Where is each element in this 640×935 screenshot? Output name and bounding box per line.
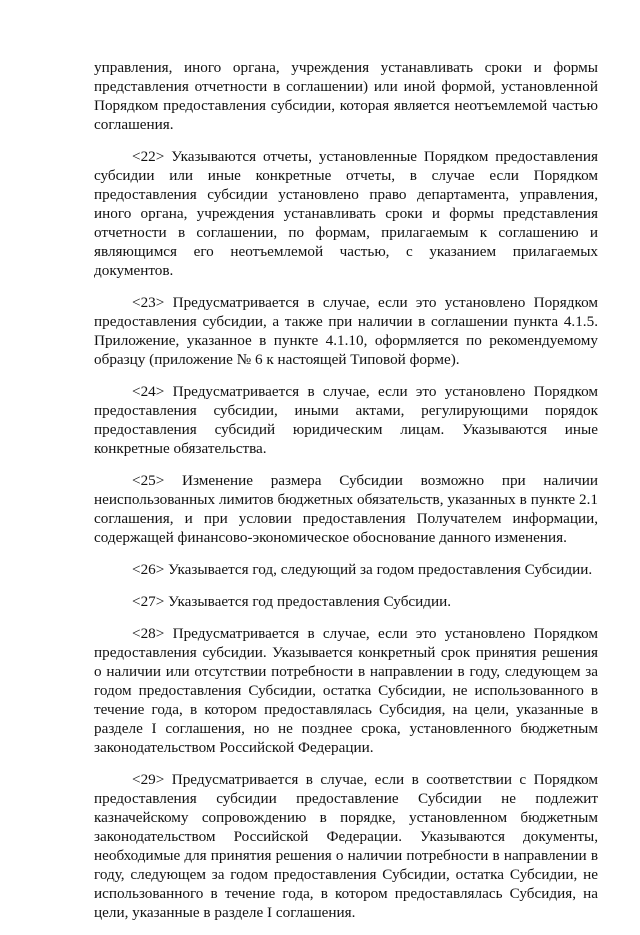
footnote-28: <28> Предусматривается в случае, если это установлено Порядком предоставления субсидии. Указывается конкретный срок принятия решения о наличии или отсутствии потребности в направлении в году, следующем за годом предоставления Субсидии, остатка Субсидии, не использованного в течение года, в котором предоставлялась Субсидия, на цели, указанные в разделе I соглашения, но не позднее срока, установленного бюджетным законодательством Российской Федерации. (94, 625, 598, 756)
continuation-paragraph: управления, иного органа, учреждения устанавливать сроки и формы представления отчетности в соглашении) или иной формой, установленной Порядком предоставления субсидии, которая является неотъемлемой частью соглашения. (94, 59, 598, 133)
footnote-26: <26> Указывается год, следующий за годом предоставления Субсидии. (132, 561, 593, 578)
footnote-29: <29> Предусматривается в случае, если в соответствии с Порядком предоставления субсидии предоставление Субсидии не подлежит казначейскому сопровождению в порядке, установленном бюджетным законодательством Российской Федерации. Указываются документы, необходимые для принятия решения о наличии потребности в направлении в году, следующем за годом предоставления Субсидии, остатка Субсидии, не использованного в течение года, в котором предоставлялась Субсидия, на цели, указанные в разделе I соглашения. (94, 771, 598, 921)
document-page (94, 58, 598, 935)
footnote-22: <22> Указываются отчеты, установленные Порядком предоставления субсидии или иные конкретные отчеты, в случае если Порядком предоставления субсидии установлено право департамента, управления, иного органа, учреждения устанавливать сроки и формы представления отчетности в соглашении, по формам, прилагаемым к соглашению и являющимся его неотъемлемой частью, с указанием прилагаемых документов. (94, 148, 598, 279)
footnote-23: <23> Предусматривается в случае, если это установлено Порядком предоставления субсидии, а также при наличии в соглашении пункта 4.1.5. Приложение, указанное в пункте 4.1.10, оформляется по рекомендуемому образцу (приложение № 6 к настоящей Типовой форме). (94, 294, 598, 368)
footnote-27: <27> Указывается год предоставления Субсидии. (132, 593, 452, 610)
footnote-25: <25> Изменение размера Субсидии возможно при наличии неиспользованных лимитов бюджетных обязательств, указанных в пункте 2.1 соглашения, и при условии предоставления Получателем информации, содержащей финансово-экономическое обоснование данного изменения. (94, 472, 598, 546)
footnote-24: <24> Предусматривается в случае, если это установлено Порядком предоставления субсидии, иными актами, регулирующими порядок предоставления субсидий юридическим лицам. Указываются иные конкретные обязательства. (94, 383, 598, 457)
